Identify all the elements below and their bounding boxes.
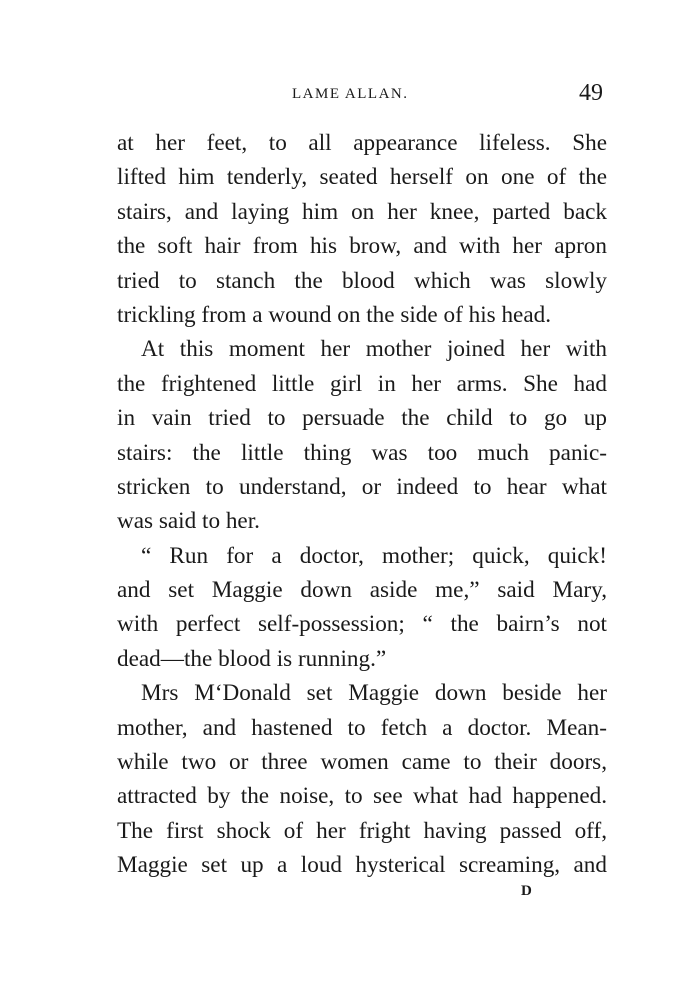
- signature-mark: D: [521, 883, 532, 899]
- text-line: attracted by the noise, to see what had happened.: [117, 783, 607, 810]
- text-line: At this moment her mother joined her with: [141, 336, 607, 363]
- text-line: with perfect self-possession; “ the bairn’s not: [117, 611, 607, 638]
- text-line: stairs, and laying him on her knee, parted back: [117, 198, 607, 225]
- page-number: 49: [579, 80, 603, 106]
- text-line: trickling from a wound on the side of his head.: [117, 301, 552, 328]
- paragraph-3: [117, 539, 607, 677]
- text-line: stricken to understand, or indeed to hear what: [117, 473, 607, 500]
- text-line: in vain tried to persuade the child to go up: [117, 405, 607, 432]
- text-line: the soft hair from his brow, and with her apron: [117, 233, 607, 260]
- text-line: tried to stanch the blood which was slowly: [117, 267, 607, 294]
- text-line: lifted him tenderly, seated herself on one of the: [117, 164, 607, 191]
- text-line: mother, and hastened to fetch a doctor. Mean-: [117, 714, 607, 741]
- text-line: at her feet, to all appearance lifeless. She: [117, 130, 607, 156]
- paragraph-2: [117, 332, 607, 538]
- text-line: The first shock of her fright having passed off,: [117, 817, 607, 844]
- text-line: Maggie set up a loud hysterical screaming, and: [117, 852, 607, 879]
- running-title: LAME ALLAN.: [292, 86, 409, 102]
- paragraph-1: [117, 126, 607, 332]
- text-line: was said to her.: [117, 508, 260, 535]
- text-line: “ Run for a doctor, mother; quick, quick!: [141, 542, 607, 569]
- text-line: while two or three women came to their doors,: [117, 749, 607, 776]
- body-text: [117, 126, 607, 883]
- text-line: the frightened little girl in her arms. She had: [117, 370, 607, 397]
- running-head: [117, 80, 605, 110]
- text-line: dead—the blood is running.”: [117, 645, 387, 672]
- text-line: Mrs M‘Donald set Maggie down beside her: [141, 680, 607, 707]
- paragraph-4: [117, 676, 607, 882]
- text-line: stairs: the little thing was too much panic-: [117, 439, 607, 466]
- text-line: and set Maggie down aside me,” said Mary,: [117, 577, 607, 604]
